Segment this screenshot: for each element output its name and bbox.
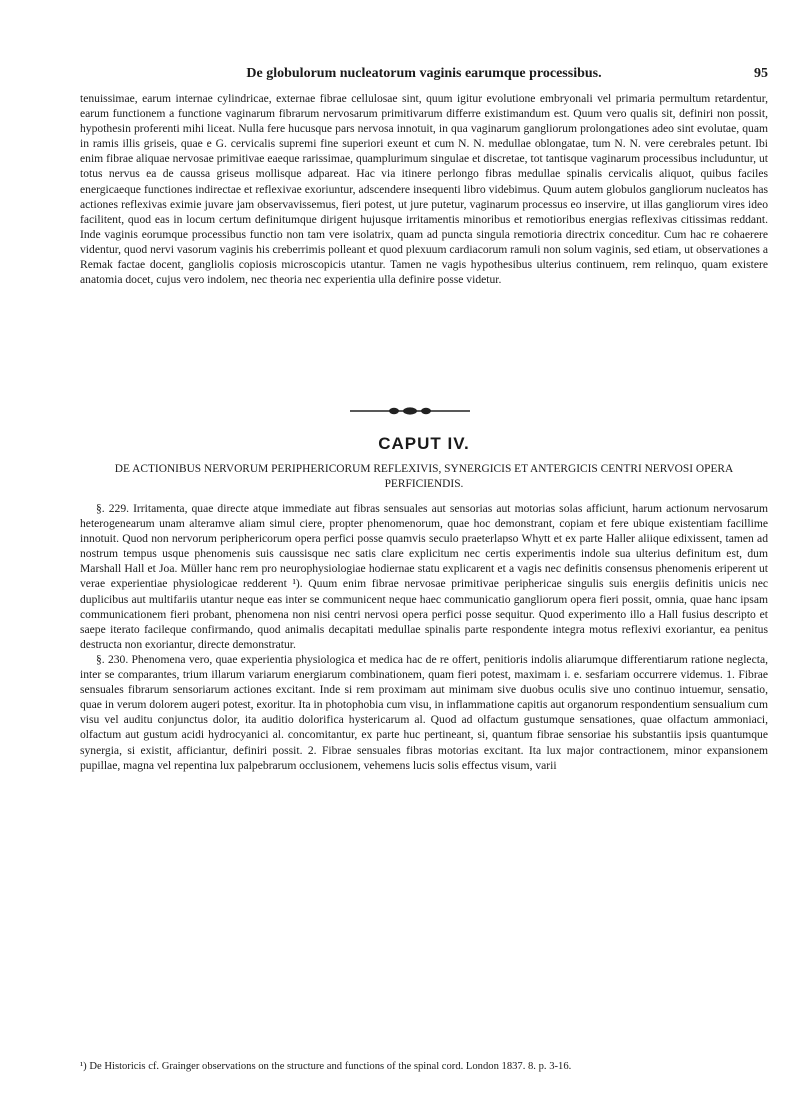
footnote: ¹) De Historicis cf. Grainger observations on the structure and functions of the spinal cord. London 1837. 8. p. 3-16. [80, 1061, 572, 1072]
sections-block [80, 501, 768, 773]
running-head-title: De globulorum nucleatorum vaginis earumque processibus. [246, 66, 602, 81]
running-head [80, 66, 768, 86]
opening-paragraph: tenuissimae, earum internae cylindricae, externae fibrae cellulosae sint, quum igitur evolutione embryonali vel primaria permultum retardentur, earum functionem a functione vaginarum fibrarum nervosarum primitivarum differre existimandum est. Quum vero qualis sit, definiri non possit, hypothesin proferenti mihi liceat. Nulla fere hucusque pars nervosa innotuit, in qua vaginarum gangliorum prolongationes adeo sint evolutae, quam in ramis illis griseis, quae e G. cervicalis supremi fine superiori exeunt et cum N. N. medullae oblongatae, tum N. N. vere cerebrales petunt. Ibi enim fibrae aliquae nervosae primitivae eaeque rarissimae, quamplurimum singulae et discretae, tot tantisque vaginarum processibus includuntur, ut totus nervus ea de caussa griseus mollisque adpareat. Hac via itinere perlongo fibras medullae spinalis cervicalis aliquot, quibus faciles energicaeque functiones indirectae et reflexivae exoriuntur, adscendere insequenti libro videbimus. Quum autem globulos gangliorum nucleatos has actiones reflexivas eximie juvare jam observavissemus, fieri potest, ut jure putetur, vaginarum processus eo inservire, ut illas gangliorum vires ideo facilitent, quod eas in locum certum definitumque dirigent hujusque irritamentis minoribus et remotioribus energias reflexivas citissimas reddant. Inde vaginis eorumque processibus functio non tam vere isolatrix, quam ad puncta singula remotioria directrix conceditur. Cum hac re cohaerere videntur, quod nervi vasorum vaginis his creberrimis polleant et quod plexuum cardiacorum ramuli non solum vaginis, sed etiam, ut observationes a Remak factae docent, gangliolis copiosis microscopicis utantur. Tamen ne vagis hypothesibus ulterius continuem, rem relinquo, quam existere anatomia docet, cujus vero indolem, nec theoria nec experientia ulla definire posse videtur. [80, 92, 768, 287]
page-number: 95 [754, 66, 768, 81]
ornament-divider [350, 407, 470, 415]
section-229: §. 229. Irritamenta, quae directe atque immediate aut fibras sensuales aut sensorias aut motorias solas afficiunt, harum actionum nervosarum heterogenearum unam alteramve aliam simul ciere, propter phenomenorum, quae hoc demonstrant, copiam et fere ubique existentiam facillime innotuit. Quod non nervorum periphericorum opera perfici posse quamvis seculo praeterlapso Whytt et ex parte Haller aliique edixissent, tamen ad nostrum tempus usque phenomenis suis caussisque nec satis clare explicitum nec certis experimentis indole sua ulterius definitum est, dum Marshall Hall et Joa. Müller hanc rem pro neurophysiologiae hodiernae statu explicarent et a vagis nec definitis consensus phenomenis eriperent ut verae experientiae physiologicae redderent ¹). Quum enim fibrae nervosae primitivae periphericae singulis suis energiis definitis unicis nec duplicibus aut multifariis utantur neque eas inter se communicent neque haec communicatio gangliorum opera fieri possit, omnia, quae hanc ipsam communicationem fieri probant, phenomena non nisi centri nervosi opera perfici posse sequitur. Quod experimento illo a Hall fusius descripto et saepe iterato facileque confirmando, quod animalis decapitati medullae spinalis parte respondente integra motus reflexivi exoriantur, ea penitus destructa non exoriantur, directe demonstratur. [80, 502, 768, 651]
opening-block [80, 91, 768, 287]
chapter-subtitle: DE ACTIONIBUS NERVORUM PERIPHERICORUM REFLEXIVIS, SYNERGICIS ET ANTERGICIS CENTRI NERVOSI OPERA PERFICIENDIS. [114, 463, 734, 490]
section-230: §. 230. Phenomena vero, quae experientia physiologica et medica hac de re offert, penitioris indolis aliarumque differentiarum ratione neglecta, inter se comparantes, trium illarum variarum energiarum combinationem, quam fieri potest, maximam i. e. sesfariam occurrere videmus. 1. Fibrae sensuales fibrarum sensoriarum actiones excitant. Inde si rem proximam aut minimam sive duobus oculis sive uno continuo intuemur, sensatio, quae in verum dolorem augeri potest, exoritur. Ita in photophobia cum visu, in inflammatione capitis aut organorum respondentium sensualium cum visu vel auditu conjunctus dolor, ita auditio dolorifica hystericarum al. Quod ad olfactum gustumque sensationes, quae olfactum ammoniaci, olfactum aut gustum acidi hydrocyanici al. concomitantur, ex parte huc pertineant, si, quantum fibrae sensoriae his substantiis ipsis quantumque synergia, si existit, afficiantur, definiri possit. 2. Fibrae sensuales fibras motorias excitant. Ita lux major contractionem, minor expansionem pupillae, magna vel repentina lux palpebrarum occlusionem, vehemens lucis solis effectus visum, varii [80, 652, 768, 772]
chapter-title: CAPUT IV. [378, 434, 470, 453]
